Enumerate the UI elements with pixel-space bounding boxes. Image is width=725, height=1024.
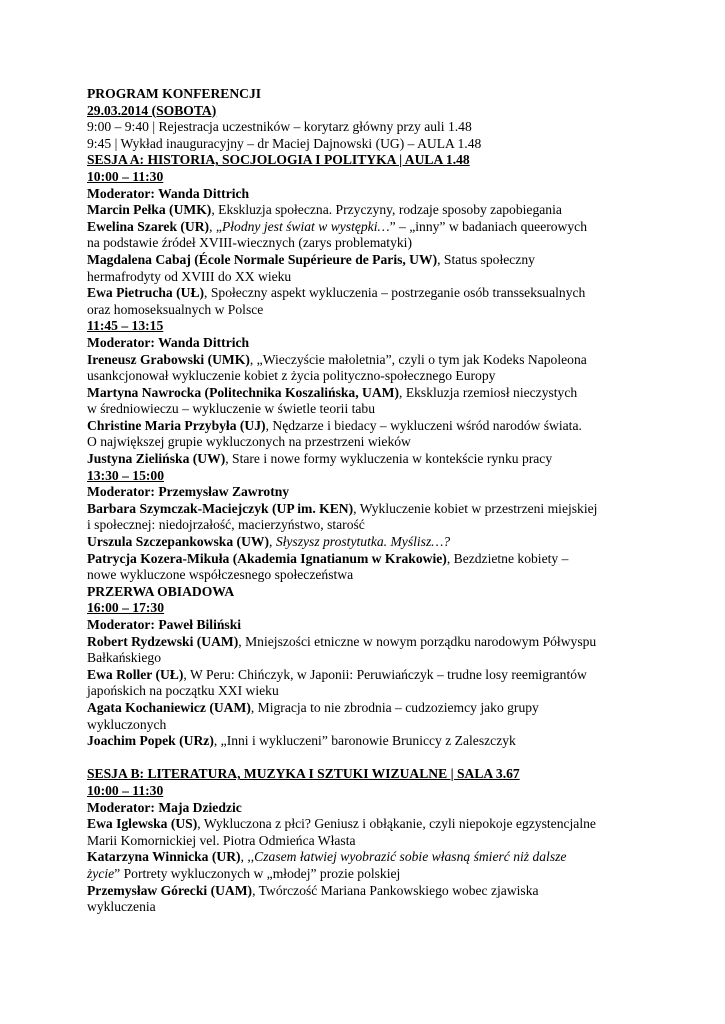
line-text: , W Peru: Chińczyk, w Japonii: Peruwiańczyk – trudne losy reemigrantów bbox=[183, 666, 587, 682]
talk-entry bbox=[87, 202, 647, 219]
line-text: , bbox=[269, 534, 276, 550]
line-text: 10:00 – 11:30 bbox=[87, 782, 164, 798]
line-text: 13:30 – 15:00 bbox=[87, 467, 165, 483]
line-text: wykluczenia bbox=[87, 899, 156, 915]
talk-entry-continuation bbox=[87, 650, 647, 667]
line-text: O największej grupie wykluczonych na przestrzeni wieków bbox=[87, 434, 411, 450]
speaker-name: Przemysław Górecki (UAM) bbox=[87, 882, 253, 898]
talk-entry bbox=[87, 634, 647, 651]
line-text: oraz homoseksualnych w Polsce bbox=[87, 301, 264, 317]
time-slot bbox=[87, 318, 647, 335]
talk-entry bbox=[87, 451, 647, 468]
line-text: Moderator: Wanda Dittrich bbox=[87, 334, 250, 350]
italic-title: Płodny jest świat w występki… bbox=[221, 218, 390, 234]
talk-entry bbox=[87, 501, 647, 518]
line-text: i społecznej: niedojrzałość, macierzyństwo, starość bbox=[87, 517, 365, 533]
italic-title: Czasem łatwiej wyobrazić sobie własną śmierć niż dalsze bbox=[254, 849, 567, 865]
talk-entry bbox=[87, 385, 647, 402]
speaker-name: Agata Kochaniewicz (UAM) bbox=[87, 699, 251, 715]
moderator-line bbox=[87, 335, 647, 352]
line-text: Moderator: Przemysław Zawrotny bbox=[87, 484, 290, 500]
break-heading bbox=[87, 584, 647, 601]
program-date: 29.03.2014 (SOBOTA) bbox=[87, 102, 217, 118]
line-text: 16:00 – 17:30 bbox=[87, 600, 165, 616]
line-text: usankcjonował wykluczenie kobiet z życia polityczno-społecznego Europy bbox=[87, 368, 496, 384]
talk-entry-continuation bbox=[87, 401, 647, 418]
talk-entry-continuation bbox=[87, 269, 647, 286]
speaker-name: Marcin Pełka (UMK) bbox=[87, 202, 212, 218]
speaker-name: Joachim Popek (URz) bbox=[87, 733, 214, 749]
line-text: , „Wieczyście małoletnia”, czyli o tym jak Kodeks Napoleona bbox=[249, 351, 587, 367]
line-text: PRZERWA OBIADOWA bbox=[87, 583, 235, 599]
line-text: , Nędzarze i biedacy – wykluczeni wśród narodów świata. bbox=[265, 417, 582, 433]
section-spacer bbox=[87, 750, 647, 767]
line-text: hermafrodyty od XVIII do XX wieku bbox=[87, 268, 292, 284]
talk-entry-continuation bbox=[87, 434, 647, 451]
talk-entry bbox=[87, 667, 647, 684]
document-title: PROGRAM KONFERENCJI bbox=[87, 86, 262, 101]
talk-entry bbox=[87, 700, 647, 717]
talk-entry-continuation bbox=[87, 302, 647, 319]
line-text: , Wykluczona z płci? Geniusz i obłąkanie, czyli niepokoje egzystencjalne bbox=[197, 816, 596, 832]
talk-entry-continuation bbox=[87, 368, 647, 385]
talk-entry bbox=[87, 883, 647, 900]
line-text: , „ bbox=[209, 218, 222, 234]
speaker-name: Ewelina Szarek (UR) bbox=[87, 218, 210, 234]
talk-entry-continuation bbox=[87, 517, 647, 534]
line-text: Bałkańskiego bbox=[87, 650, 161, 666]
speaker-name: Christine Maria Przybyła (UJ) bbox=[87, 417, 266, 433]
talk-entry-continuation bbox=[87, 683, 647, 700]
line-text: ” – „inny” w badaniach queerowych bbox=[389, 218, 587, 234]
talk-entry bbox=[87, 252, 647, 269]
line-text: , Twórczość Mariana Pankowskiego wobec zjawiska bbox=[252, 882, 539, 898]
talk-entry-continuation bbox=[87, 866, 647, 883]
speaker-name: Justyna Zielińska (UW) bbox=[87, 451, 226, 467]
session-heading bbox=[87, 152, 647, 169]
time-slot bbox=[87, 169, 647, 186]
speaker-name: Urszula Szczepankowska (UW) bbox=[87, 534, 270, 550]
line-text: Marii Komornickiej vel. Piotra Odmieńca Własta bbox=[87, 832, 356, 848]
talk-entry bbox=[87, 352, 647, 369]
line-text: Moderator: Maja Dziedzic bbox=[87, 799, 242, 815]
speaker-name: Ewa Roller (UŁ) bbox=[87, 666, 184, 682]
intro-registration: 9:00 – 9:40 | Rejestracja uczestników – korytarz główny przy auli 1.48 bbox=[87, 119, 472, 135]
session-heading bbox=[87, 766, 647, 783]
line-text: , Społeczny aspekt wykluczenia – postrzeganie osób transseksualnych bbox=[204, 285, 586, 301]
line-text: ” Portrety wykluczonych w „młodej” prozie polskiej bbox=[114, 865, 401, 881]
line-text: SESJA B: LITERATURA, MUZYKA I SZTUKI WIZUALNE | SALA 3.67 bbox=[87, 766, 520, 782]
moderator-line bbox=[87, 484, 647, 501]
line-text: japońskich na początku XXI wieku bbox=[87, 683, 279, 699]
time-slot bbox=[87, 783, 647, 800]
line-text: 10:00 – 11:30 bbox=[87, 168, 164, 184]
talk-entry-continuation bbox=[87, 833, 647, 850]
talk-entry bbox=[87, 418, 647, 435]
line-text: 11:45 – 13:15 bbox=[87, 318, 164, 334]
time-slot bbox=[87, 600, 647, 617]
line-text: w średniowieczu – wykluczenie w świetle teorii tabu bbox=[87, 401, 376, 417]
talk-entry bbox=[87, 285, 647, 302]
program-list bbox=[87, 152, 647, 915]
moderator-line bbox=[87, 800, 647, 817]
line-text: nowe wykluczone współczesnego społeczeństwa bbox=[87, 567, 354, 583]
talk-entry-continuation bbox=[87, 567, 647, 584]
line-text: , Mniejszości etniczne w nowym porządku narodowym Półwyspu bbox=[238, 633, 597, 649]
line-text: , Ekskluzja rzemiosł nieczystych bbox=[399, 384, 578, 400]
talk-entry-continuation bbox=[87, 235, 647, 252]
talk-entry bbox=[87, 219, 647, 236]
talk-entry-continuation bbox=[87, 899, 647, 916]
line-text: Moderator: Paweł Biliński bbox=[87, 617, 242, 632]
speaker-name: Martyna Nawrocka (Politechnika Koszalińska, UAM) bbox=[87, 384, 400, 400]
line-text: , Migracja to nie zbrodnia – cudzoziemcy jako grupy bbox=[250, 699, 539, 715]
speaker-name: Ireneusz Grabowski (UMK) bbox=[87, 351, 250, 367]
line-text: Moderator: Wanda Dittrich bbox=[87, 185, 250, 201]
speaker-name: Katarzyna Winnicka (UR) bbox=[87, 849, 241, 865]
talk-entry bbox=[87, 816, 647, 833]
speaker-name: Magdalena Cabaj (École Normale Supérieure de Paris, UW) bbox=[87, 251, 438, 267]
speaker-name: Barbara Szymczak-Maciejczyk (UP im. KEN) bbox=[87, 500, 354, 516]
italic-title: Słyszysz prostytutka. Myślisz…? bbox=[275, 534, 451, 550]
line-text: , Ekskluzja społeczna. Przyczyny, rodzaje sposoby zapobiegania bbox=[211, 202, 562, 218]
document-page bbox=[87, 86, 647, 916]
line-text: , ,, bbox=[240, 849, 255, 865]
speaker-name: Patrycja Kozera-Mikuła (Akademia Ignatianum w Krakowie) bbox=[87, 550, 447, 566]
line-text: na podstawie źródeł XVIII-wiecznych (zarys problematyki) bbox=[87, 235, 412, 251]
speaker-name: Ewa Pietrucha (UŁ) bbox=[87, 285, 205, 301]
italic-title: życie bbox=[87, 865, 115, 881]
time-slot bbox=[87, 468, 647, 485]
talk-entry bbox=[87, 849, 647, 866]
speaker-name: Ewa Iglewska (US) bbox=[87, 816, 198, 832]
speaker-name: Robert Rydzewski (UAM) bbox=[87, 633, 239, 649]
talk-entry bbox=[87, 551, 647, 568]
line-text: , „Inni i wykluczeni” baronowie Bruniccy z Zaleszczyk bbox=[213, 733, 516, 749]
line-text: wykluczonych bbox=[87, 716, 167, 732]
talk-entry bbox=[87, 733, 647, 750]
intro-lecture: 9:45 | Wykład inauguracyjny – dr Maciej Dajnowski (UG) – AULA 1.48 bbox=[87, 135, 482, 151]
moderator-line bbox=[87, 186, 647, 203]
talk-entry-continuation bbox=[87, 717, 647, 734]
line-text: , Status społeczny bbox=[437, 251, 535, 267]
moderator-line bbox=[87, 617, 647, 634]
talk-entry bbox=[87, 534, 647, 551]
line-text: , Stare i nowe formy wykluczenia w kontekście rynku pracy bbox=[225, 451, 553, 467]
line-text: , Wykluczenie kobiet w przestrzeni miejskiej bbox=[353, 500, 598, 516]
line-text: , Bezdzietne kobiety – bbox=[446, 550, 569, 566]
line-text: SESJA A: HISTORIA, SOCJOLOGIA I POLITYKA | AULA 1.48 bbox=[87, 152, 470, 168]
